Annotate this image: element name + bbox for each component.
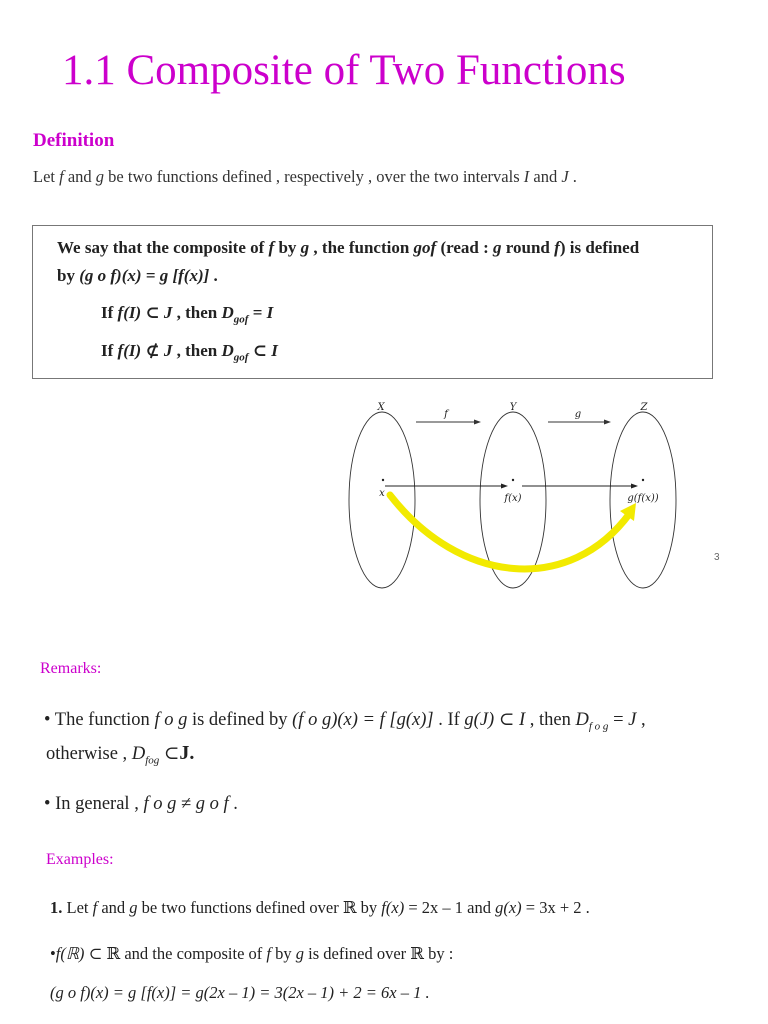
example-text: by — [271, 944, 296, 963]
cond-J: J — [163, 341, 173, 360]
box-f: f — [268, 238, 275, 257]
example-text: = 3x + 2 . — [521, 898, 590, 917]
cond-text: , then — [172, 303, 222, 322]
remark-text: . — [228, 794, 238, 814]
cond-text: If — [101, 341, 118, 360]
example-1-computation — [50, 983, 430, 1003]
remark-neq: ≠ — [176, 794, 196, 814]
condition-subset — [101, 303, 273, 325]
map-g-arrowhead — [604, 420, 611, 425]
point-gfx-label: g(f(x)) — [627, 493, 659, 504]
cond-subset-symbol: ⊂ — [248, 341, 272, 360]
cond-D-sub: gof — [233, 313, 249, 326]
remark-text: , then — [525, 710, 576, 730]
remarks-heading: Remarks: — [40, 660, 102, 677]
remark-D-sub: fog — [145, 754, 160, 767]
slide-number: 3 — [714, 552, 720, 563]
intro-text-5: . — [568, 167, 577, 186]
remark-text: • The function — [44, 710, 155, 730]
example-bullet: • — [50, 944, 56, 963]
remark-2 — [44, 794, 238, 815]
remark-gJ: g(J) — [464, 710, 495, 730]
example-text: and — [97, 898, 130, 917]
remark-subset: ⊂ — [159, 744, 180, 764]
intro-I: I — [523, 167, 530, 186]
remark-eq: = — [608, 710, 629, 730]
point-x-dot — [382, 479, 384, 481]
remark-J-bold: J. — [179, 742, 195, 764]
cond-text: If — [101, 303, 118, 322]
cond-I: I — [271, 341, 278, 360]
cond-subset-symbol: ⊂ — [141, 303, 164, 322]
box-f: f — [554, 238, 560, 257]
example-text: ⊂ ℝ and the composite of — [84, 944, 267, 963]
remark-formula: (f o g)(x) = f [g(x)] — [292, 710, 434, 730]
example-text: = 2x – 1 and — [404, 898, 496, 917]
example-number: 1. — [50, 898, 63, 917]
box-text: , the function — [309, 238, 414, 257]
remark-text: . If — [433, 710, 465, 730]
arrow-x-to-fx-head — [501, 484, 508, 489]
example-text: Let — [62, 898, 93, 917]
set-y-label: Y — [509, 402, 517, 413]
remark-fog: f o g — [154, 710, 188, 730]
cond-not-subset-symbol: ⊄ — [141, 341, 164, 360]
intro-text-2: and — [63, 167, 96, 186]
example-gx: g(x) — [495, 898, 522, 917]
map-f-arrowhead — [474, 420, 481, 425]
intro-text-1: Let — [33, 167, 60, 186]
remark-I: I — [518, 710, 526, 730]
remark-text: • In general , — [44, 794, 144, 814]
page-title: 1.1 Composite of Two Functions — [62, 47, 626, 94]
remark-1-line1 — [44, 709, 646, 733]
intro-text-4: and — [529, 167, 562, 186]
remark-1-line2 — [46, 742, 194, 767]
intro-J: J — [561, 167, 569, 186]
example-g: g — [129, 898, 138, 917]
point-x-label: x — [379, 488, 385, 499]
definition-statement-line1 — [57, 238, 639, 258]
point-fx-dot — [512, 479, 514, 481]
cond-eq: = — [248, 303, 267, 322]
remark-text: , — [636, 710, 646, 730]
composition-diagram — [340, 395, 690, 590]
example-f: f — [92, 898, 98, 917]
example-1-composite-domain — [50, 944, 453, 964]
box-gof: gof — [413, 238, 437, 257]
example-g: g — [295, 944, 304, 963]
set-x-label: X — [377, 402, 385, 413]
cond-J: J — [163, 303, 173, 322]
box-text: ) is defined — [559, 238, 640, 257]
point-gfx-dot — [642, 479, 644, 481]
map-g-label: g — [574, 409, 582, 420]
examples-heading: Examples: — [46, 851, 114, 868]
definition-heading: Definition — [33, 130, 115, 151]
remark-D: D — [575, 710, 589, 730]
example-f: f — [266, 944, 271, 963]
box-text: by — [274, 238, 301, 257]
map-f-label: f — [444, 409, 448, 420]
condition-not-subset — [101, 341, 278, 363]
example-formula: (g o f)(x) = g [f(x)] = g(2x – 1) = 3(2x – 1) + 2 = 6x – 1 . — [50, 983, 430, 1002]
remark-D: D — [131, 744, 146, 764]
remark-fog: f o g — [143, 794, 177, 814]
box-g: g — [493, 238, 502, 257]
remark-text: otherwise , — [46, 744, 132, 764]
cond-fI: f(I) — [117, 303, 142, 322]
remark-gof: g o f — [195, 794, 229, 814]
example-fR: f(ℝ) — [55, 944, 85, 963]
cond-I: I — [266, 303, 274, 322]
box-text: (read : — [436, 238, 494, 257]
cond-fI: f(I) — [117, 341, 142, 360]
intro-text-3: be two functions defined , respectively , over the two intervals — [104, 167, 524, 186]
cond-text: , then — [172, 341, 222, 360]
set-z-label: Z — [640, 402, 648, 413]
box-text: round — [501, 238, 555, 257]
point-fx-label: f(x) — [504, 493, 522, 504]
definition-intro — [33, 167, 577, 187]
intro-f: f — [59, 167, 64, 186]
example-fx: f(x) — [381, 898, 405, 917]
cond-D-sub: gof — [233, 351, 249, 364]
example-text: be two functions defined over ℝ by — [137, 898, 382, 917]
example-1-statement — [50, 898, 590, 918]
composite-formula: (g o f)(x) = g [f(x)] — [79, 266, 210, 285]
definition-statement-line2 — [57, 266, 218, 286]
remark-J: J — [628, 710, 637, 730]
remark-subset: ⊂ — [494, 710, 519, 730]
cond-D: D — [221, 303, 234, 322]
set-x-ellipse — [349, 412, 415, 588]
arrow-fx-to-gfx-head — [631, 484, 638, 489]
box-text: by — [57, 266, 80, 285]
cond-D: D — [221, 341, 234, 360]
box-g: g — [300, 238, 310, 257]
box-text: . — [209, 266, 218, 285]
remark-text: is defined by — [187, 710, 293, 730]
composite-yellow-arrow — [390, 495, 630, 569]
example-text: is defined over ℝ by : — [304, 944, 454, 963]
remark-D-sub: f o g — [588, 720, 609, 733]
intro-g: g — [95, 167, 105, 186]
box-text: We say that the composite of — [57, 238, 269, 257]
